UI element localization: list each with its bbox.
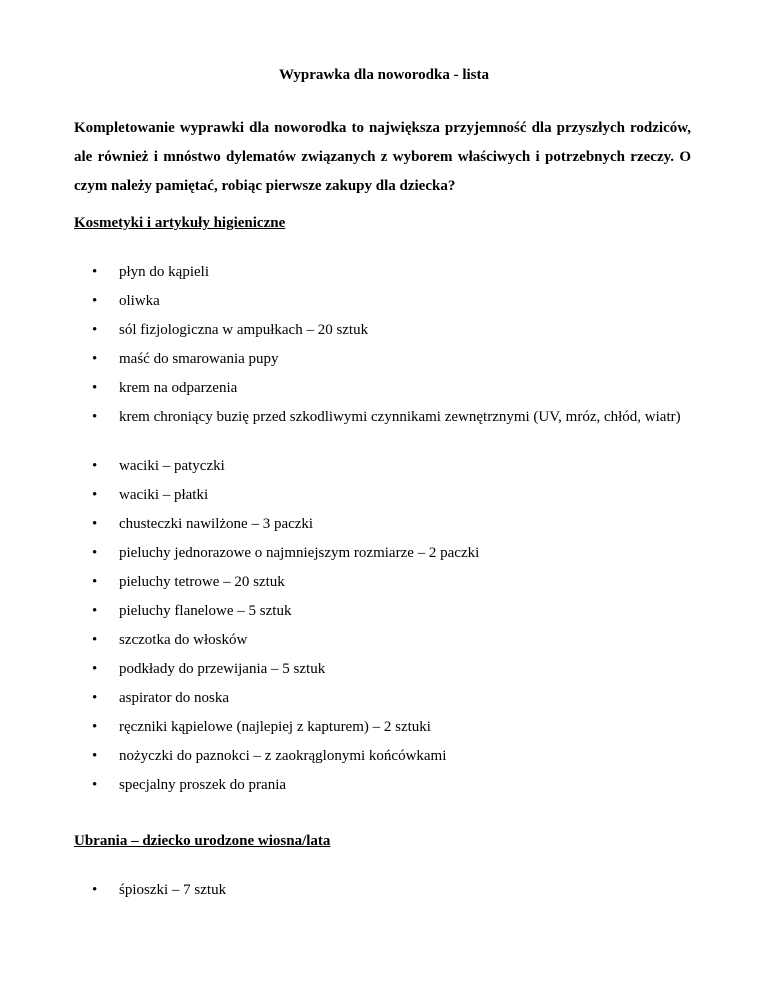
list-item-text: oliwka xyxy=(119,292,160,309)
list-item-text: śpioszki – 7 sztuk xyxy=(119,881,227,898)
bullet-icon: • xyxy=(92,661,98,677)
list-item xyxy=(0,881,768,899)
list-item xyxy=(0,350,768,368)
list-item xyxy=(0,457,768,475)
bullet-icon: • xyxy=(92,351,98,367)
list-item-text: pieluchy flanelowe – 5 sztuk xyxy=(119,602,292,619)
list-item-text: specjalny proszek do prania xyxy=(119,776,287,793)
document-title: Wyprawka dla noworodka - lista xyxy=(278,67,490,83)
list-item-text: waciki – płatki xyxy=(119,486,209,503)
bullet-icon: • xyxy=(92,322,98,338)
list-item xyxy=(0,747,768,765)
list-item-text: płyn do kąpieli xyxy=(119,263,209,280)
list-item xyxy=(0,292,768,310)
intro-paragraph: Kompletowanie wyprawki dla noworodka to największa przyjemność dla przyszłych rodziców, ale również i mnóstwo dylematów związanych z wyborem właściwych i potrzebnych rzeczy. O czym należy pamiętać, robiąc pierwsze zakupy dla dziecka? xyxy=(74,120,691,194)
bullet-icon: • xyxy=(92,487,98,503)
bullet-icon: • xyxy=(92,632,98,648)
list-item xyxy=(0,776,768,794)
list-item-text: pieluchy tetrowe – 20 sztuk xyxy=(119,573,285,590)
bullet-icon: • xyxy=(92,293,98,309)
list-item-text: pieluchy jednorazowe o najmniejszym rozmiarze – 2 paczki xyxy=(119,544,480,561)
list-item xyxy=(0,573,768,591)
list-item xyxy=(0,660,768,678)
bullet-icon: • xyxy=(92,409,98,425)
list-item-text: ręczniki kąpielowe (najlepiej z kapturem) – 2 sztuki xyxy=(119,718,431,735)
bullet-icon: • xyxy=(92,882,98,898)
bullet-icon: • xyxy=(92,516,98,532)
bullet-icon: • xyxy=(92,545,98,561)
list-item xyxy=(0,321,768,339)
bullet-icon: • xyxy=(92,777,98,793)
list-item xyxy=(0,263,768,281)
list-item xyxy=(0,718,768,736)
bullet-icon: • xyxy=(92,603,98,619)
bullet-icon: • xyxy=(92,458,98,474)
list-item xyxy=(0,544,768,562)
bullet-icon: • xyxy=(92,574,98,590)
list-item xyxy=(0,408,768,455)
list-item-text: krem chroniący buzię przed szkodliwymi czynnikami zewnętrznymi (UV, mróz, chłód, wiatr) xyxy=(119,408,681,425)
list-item-text: szczotka do włosków xyxy=(119,631,248,648)
list-item xyxy=(0,602,768,620)
list-item-text: podkłady do przewijania – 5 sztuk xyxy=(119,660,326,677)
list-item xyxy=(0,631,768,649)
list-item-text: sól fizjologiczna w ampułkach – 20 sztuk xyxy=(119,321,369,338)
list-item xyxy=(0,486,768,504)
bullet-icon: • xyxy=(92,719,98,735)
list-item-text: waciki – patyczki xyxy=(119,457,225,474)
list-item xyxy=(0,515,768,533)
list-item xyxy=(0,689,768,707)
bullet-icon: • xyxy=(92,748,98,764)
list-item-text: nożyczki do paznokci – z zaokrąglonymi końcówkami xyxy=(119,747,447,764)
bullet-icon: • xyxy=(92,264,98,280)
list-item-text: chusteczki nawilżone – 3 paczki xyxy=(119,515,314,532)
list-item-text: aspirator do noska xyxy=(119,689,229,706)
bullet-icon: • xyxy=(92,380,98,396)
list-item-text: maść do smarowania pupy xyxy=(119,350,279,367)
bullet-icon: • xyxy=(92,690,98,706)
list-item-text: krem na odparzenia xyxy=(119,379,238,396)
section-heading-clothes: Ubrania – dziecko urodzone wiosna/lata xyxy=(74,833,331,849)
section-heading-cosmetics: Kosmetyki i artykuły higieniczne xyxy=(74,215,286,231)
list-item xyxy=(0,379,768,397)
